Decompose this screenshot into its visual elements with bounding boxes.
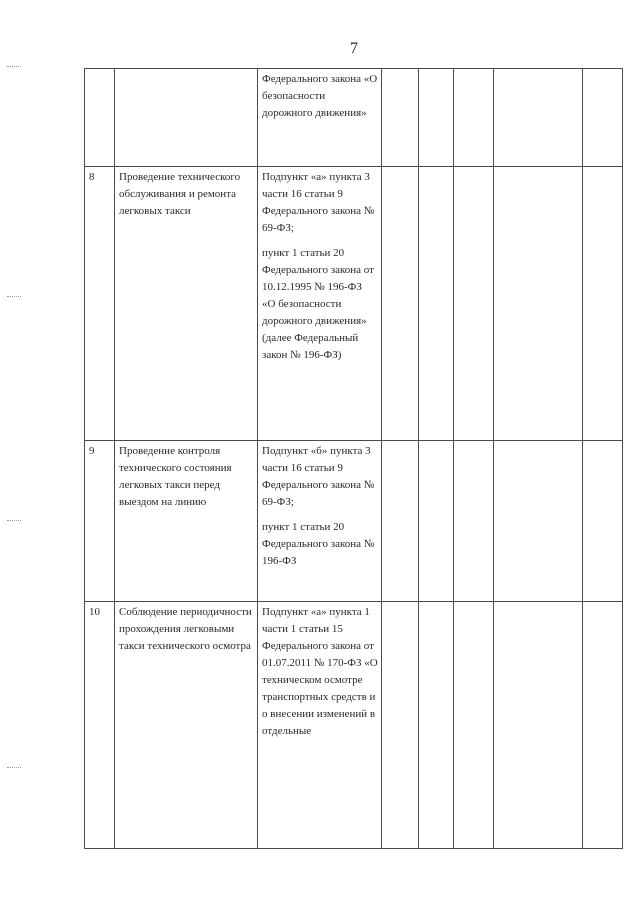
row-number [85,69,115,167]
page-number: 7 [350,40,358,57]
legal-basis-text: Подпункт «а» пункта 3 части 16 статьи 9 Федерального закона № 69-ФЗ; [262,171,375,234]
empty-cell [583,441,623,602]
table-row [85,69,623,167]
requirement-cell: Соблюдение периодичности прохождения легковыми такси технического осмотра [115,602,258,849]
empty-cell [419,167,454,441]
table-row [85,167,623,441]
legal-basis-text: пункт 1 статьи 20 Федерального закона от 10.12.1995 № 196-ФЗ «О безопасности дорожного движения» (далее Федеральный закон № 196-ФЗ) [262,247,374,361]
margin-mark [7,296,21,299]
legal-basis-text: Подпункт «б» пункта 3 части 16 статьи 9 Федерального закона № 69-ФЗ; [262,445,375,508]
row-number: 9 [85,441,115,602]
empty-cell [583,69,623,167]
requirement-cell [115,69,258,167]
empty-cell [583,167,623,441]
margin-mark [7,66,21,69]
empty-cell [382,69,419,167]
empty-cell [419,602,454,849]
empty-cell [382,167,419,441]
requirement-cell: Проведение технического обслуживания и ремонта легковых такси [115,167,258,441]
empty-cell [382,602,419,849]
empty-cell [454,441,494,602]
empty-cell [454,602,494,849]
empty-cell [454,69,494,167]
legal-basis-cell [258,441,382,602]
table-row [85,602,623,849]
empty-cell [583,602,623,849]
empty-cell [454,167,494,441]
margin-mark [7,767,21,770]
margin-mark [7,520,21,523]
empty-cell [494,167,583,441]
legal-basis-text: Федерального закона «О безопасности дорожного движения» [262,73,378,119]
legal-basis-cell [258,167,382,441]
empty-cell [494,602,583,849]
empty-cell [382,441,419,602]
legal-basis-cell [258,69,382,167]
empty-cell [494,441,583,602]
requirement-cell: Проведение контроля технического состояния легковых такси перед выездом на линию [115,441,258,602]
empty-cell [494,69,583,167]
table-row [85,441,623,602]
empty-cell [419,69,454,167]
legal-basis-text: Подпункт «а» пункта 1 части 1 статьи 15 Федерального закона от 01.07.2011 № 170-ФЗ «О техническом осмотре транспортных средств и о внесении изменений в отдельные [262,606,378,737]
row-number: 8 [85,167,115,441]
legal-basis-cell [258,602,382,849]
legal-basis-text: пункт 1 статьи 20 Федерального закона № 196-ФЗ [262,521,375,567]
empty-cell [419,441,454,602]
checklist-table [84,68,623,849]
row-number: 10 [85,602,115,849]
